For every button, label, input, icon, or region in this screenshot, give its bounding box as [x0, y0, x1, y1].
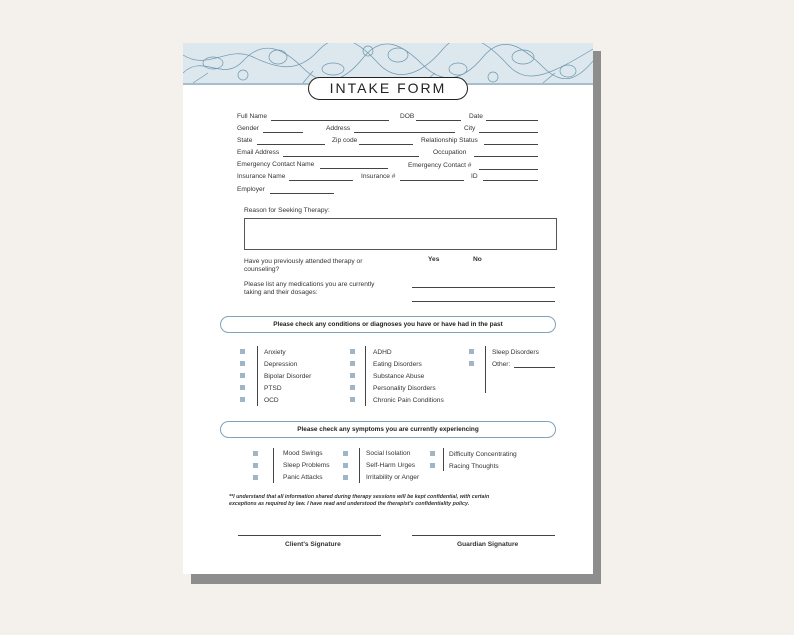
checkbox-irritability[interactable]: [343, 475, 348, 480]
condition-label: Other:: [492, 361, 511, 368]
id-label: ID: [471, 173, 478, 180]
yes-option[interactable]: Yes: [428, 256, 440, 263]
condition-label: PTSD: [264, 385, 282, 392]
checkbox-ocd[interactable]: [240, 397, 245, 402]
checkbox-self-harm[interactable]: [343, 463, 348, 468]
occupation-field[interactable]: [474, 156, 538, 157]
condition-label: Bipolar Disorder: [264, 373, 312, 380]
checkbox-mood-swings[interactable]: [253, 451, 258, 456]
checkbox-substance[interactable]: [350, 373, 355, 378]
email-field[interactable]: [283, 156, 419, 157]
condition-label: Chronic Pain Conditions: [373, 397, 444, 404]
client-signature-line[interactable]: [238, 535, 381, 536]
relationship-label: Relationship Status: [421, 137, 478, 144]
id-field[interactable]: [483, 180, 538, 181]
checkbox-personality[interactable]: [350, 385, 355, 390]
symptom-label: Difficulty Concentrating: [449, 451, 517, 458]
occupation-label: Occupation: [433, 149, 467, 156]
zip-label: Zip code: [332, 137, 358, 144]
condition-label: Personality Disorders: [373, 385, 436, 392]
insurance-number-label: Insurance #: [361, 173, 396, 180]
divider: [365, 346, 366, 406]
medications-question-cont: taking and their dosages:: [244, 289, 318, 296]
checkbox-difficulty-concentrating[interactable]: [430, 451, 435, 456]
checkbox-chronic-pain[interactable]: [350, 397, 355, 402]
condition-label: Eating Disorders: [373, 361, 422, 368]
confidentiality-note-cont: exceptions as required by law. I have read and understood the therapist's confidentiality policy.: [229, 501, 470, 507]
date-label: Date: [469, 113, 483, 120]
condition-label: OCD: [264, 397, 279, 404]
checkbox-eating[interactable]: [350, 361, 355, 366]
previous-therapy-question-cont: counseling?: [244, 266, 280, 273]
emergency-number-label: Emergency Contact #: [408, 162, 472, 169]
employer-field[interactable]: [270, 193, 334, 194]
form-page: [183, 43, 593, 574]
confidentiality-note: **I understand that all information shared during therapy sessions will be kept confidential, with certain: [229, 494, 490, 500]
gender-field[interactable]: [263, 132, 303, 133]
insurance-name-label: Insurance Name: [237, 173, 286, 180]
symptom-label: Irritability or Anger: [366, 474, 420, 481]
symptom-label: Mood Swings: [283, 450, 323, 457]
zip-field[interactable]: [359, 144, 413, 145]
checkbox-depression[interactable]: [240, 361, 245, 366]
checkbox-panic-attacks[interactable]: [253, 475, 258, 480]
symptom-label: Panic Attacks: [283, 474, 323, 481]
employer-label: Employer: [237, 186, 265, 193]
checkbox-sleep-problems[interactable]: [253, 463, 258, 468]
condition-label: Substance Abuse: [373, 373, 425, 380]
relationship-field[interactable]: [484, 144, 538, 145]
guardian-signature-label: Guardian Signature: [457, 541, 519, 548]
symptoms-header: Please check any symptoms you are currently experiencing: [220, 421, 556, 438]
reason-label: Reason for Seeking Therapy:: [244, 207, 330, 214]
conditions-header: Please check any conditions or diagnoses you have or have had in the past: [220, 316, 556, 333]
no-option[interactable]: No: [473, 256, 482, 263]
previous-therapy-question: Have you previously attended therapy or: [244, 258, 363, 265]
full-name-field[interactable]: [271, 120, 389, 121]
checkbox-anxiety[interactable]: [240, 349, 245, 354]
reason-textbox[interactable]: [244, 218, 557, 250]
form-title: INTAKE FORM: [308, 77, 468, 100]
other-condition-field[interactable]: [514, 367, 555, 368]
checkbox-other[interactable]: [469, 361, 474, 366]
divider: [273, 448, 274, 483]
checkbox-ptsd[interactable]: [240, 385, 245, 390]
checkbox-racing-thoughts[interactable]: [430, 463, 435, 468]
symptom-label: Self-Harm Urges: [366, 462, 416, 469]
emergency-name-label: Emergency Contact Name: [237, 161, 315, 168]
medications-line-2[interactable]: [412, 301, 555, 302]
dob-field[interactable]: [416, 120, 461, 121]
condition-label: Sleep Disorders: [492, 349, 539, 356]
address-field[interactable]: [354, 132, 455, 133]
state-field[interactable]: [257, 144, 325, 145]
divider: [485, 346, 486, 393]
divider: [359, 448, 360, 483]
insurance-name-field[interactable]: [289, 180, 353, 181]
checkbox-bipolar[interactable]: [240, 373, 245, 378]
client-signature-label: Client's Signature: [285, 541, 341, 548]
full-name-label: Full Name: [237, 113, 268, 120]
state-label: State: [237, 137, 253, 144]
checkbox-adhd[interactable]: [350, 349, 355, 354]
guardian-signature-line[interactable]: [412, 535, 555, 536]
city-field[interactable]: [479, 132, 538, 133]
gender-label: Gender: [237, 125, 259, 132]
address-label: Address: [326, 125, 351, 132]
checkbox-social-isolation[interactable]: [343, 451, 348, 456]
divider: [257, 346, 258, 406]
emergency-name-field[interactable]: [320, 168, 388, 169]
insurance-number-field[interactable]: [400, 180, 464, 181]
email-label: Email Address: [237, 149, 280, 156]
divider: [443, 448, 444, 471]
condition-label: Anxiety: [264, 349, 286, 356]
city-label: City: [464, 125, 476, 132]
dob-label: DOB: [400, 113, 415, 120]
condition-label: ADHD: [373, 349, 392, 356]
symptom-label: Social Isolation: [366, 450, 411, 457]
medications-question: Please list any medications you are currently: [244, 281, 375, 288]
checkbox-sleep-disorders[interactable]: [469, 349, 474, 354]
medications-line-1[interactable]: [412, 287, 555, 288]
condition-label: Depression: [264, 361, 298, 368]
emergency-number-field[interactable]: [479, 169, 538, 170]
date-field[interactable]: [486, 120, 538, 121]
symptom-label: Sleep Problems: [283, 462, 330, 469]
symptom-label: Racing Thoughts: [449, 463, 499, 470]
